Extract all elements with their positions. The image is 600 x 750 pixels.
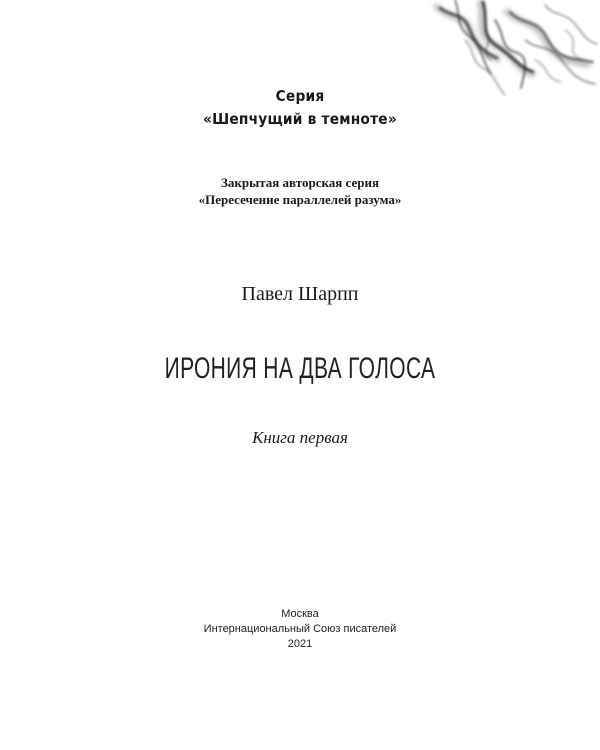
imprint-year: 2021 — [287, 638, 313, 650]
closed-series-label: Закрытая авторская серия — [221, 175, 379, 190]
series-label: Серия — [275, 87, 325, 105]
book-subtitle: Книга первая — [252, 428, 348, 447]
book-title: ИРОНИЯ НА ДВА ГОЛОСА — [164, 352, 436, 385]
closed-series-name: «Пересечение параллелей разума» — [198, 192, 402, 207]
imprint-city: Москва — [281, 608, 319, 620]
series-name: «Шепчущий в темноте» — [203, 110, 397, 128]
author-name: Павел Шарпп — [241, 283, 359, 305]
imprint-publisher: Интернациональный Союз писателей — [203, 623, 397, 635]
smoke-illustration-icon — [425, 0, 600, 100]
